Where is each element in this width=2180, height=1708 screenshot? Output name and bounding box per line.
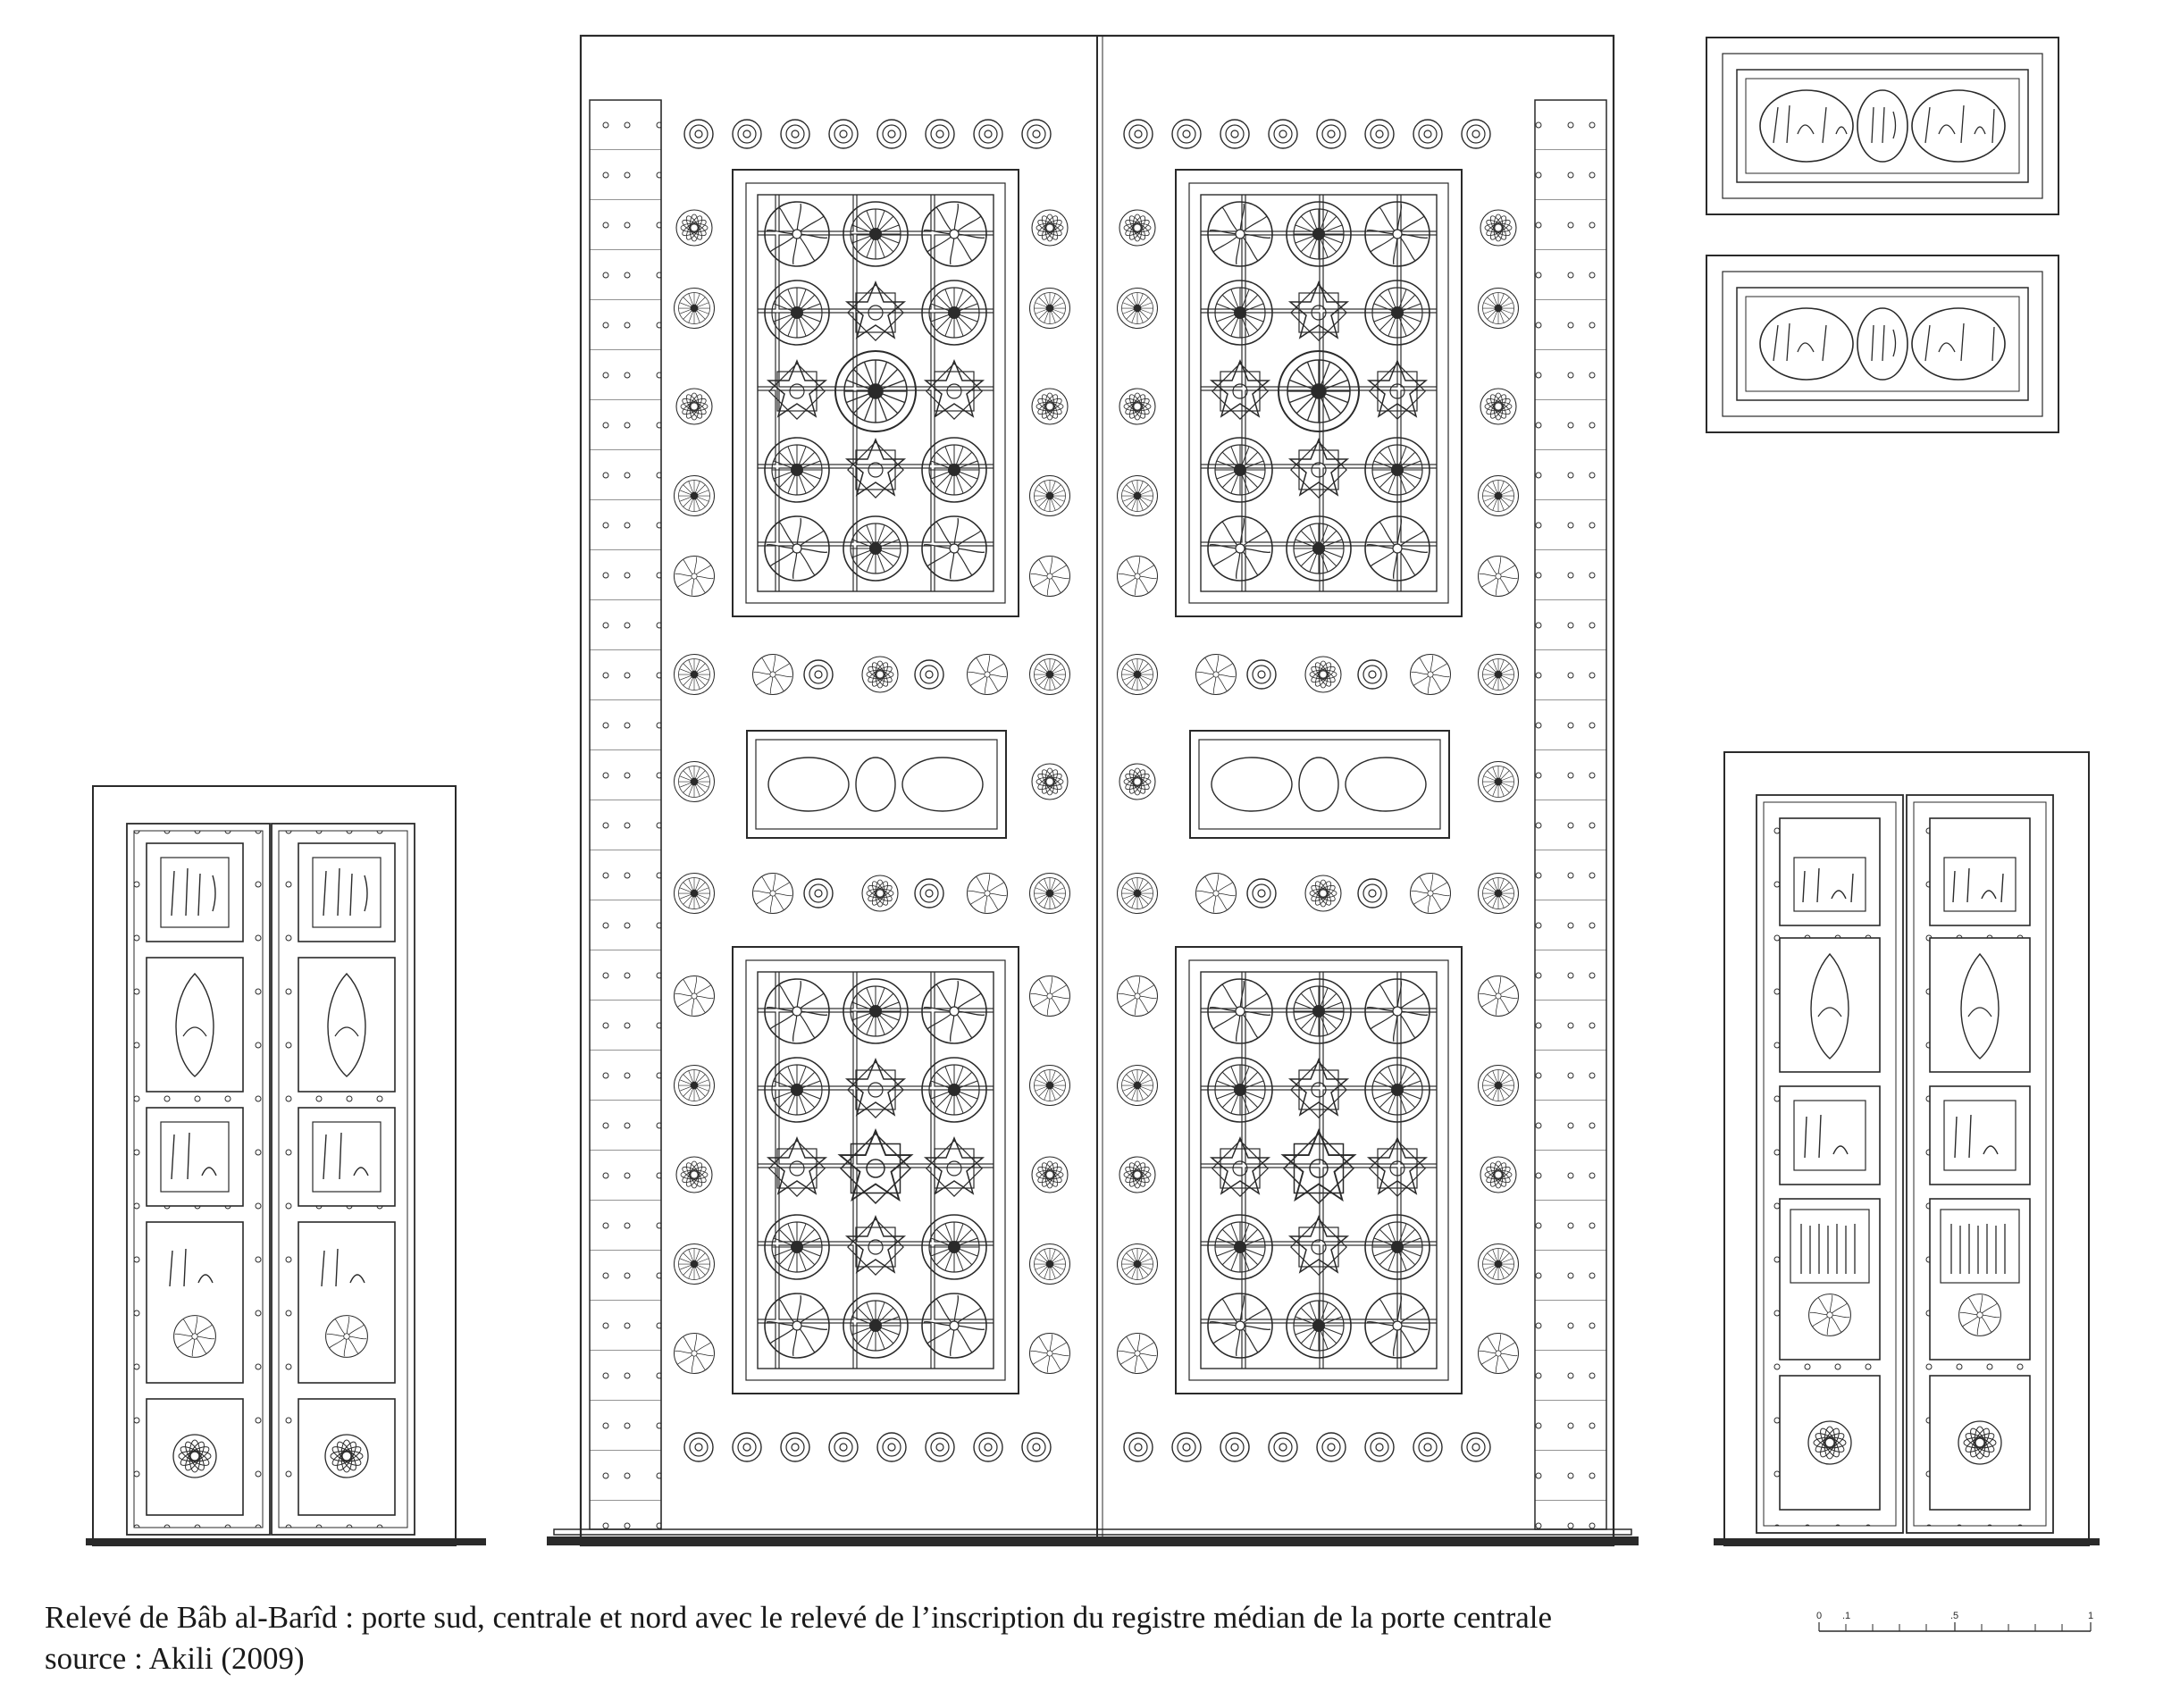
inscription-detail-bottom — [1706, 255, 2058, 432]
scale-label-1: 1 — [2088, 1611, 2094, 1621]
scale-label-05: .5 — [1950, 1611, 1959, 1621]
central-right-upper-panel — [1176, 170, 1462, 616]
scale-label-0: 0 — [1816, 1611, 1823, 1621]
figure-caption — [45, 1597, 1552, 1679]
central-left-upper-panel — [733, 170, 1019, 616]
caption-title: Relevé de Bâb al-Barîd : porte sud, centrale et nord avec le relevé de l’inscription du registre médian de la porte centrale — [45, 1600, 1553, 1635]
caption-source: source : Akili (2009) — [45, 1641, 305, 1676]
south-door — [86, 786, 486, 1545]
central-right-lower-panel — [1176, 947, 1462, 1394]
scale-label-01: .1 — [1842, 1611, 1851, 1621]
north-door — [1714, 752, 2100, 1545]
central-left-lower-panel — [733, 947, 1019, 1394]
ring-row-top — [684, 120, 1490, 148]
scale-bar — [1816, 1611, 2093, 1631]
central-door — [547, 36, 1639, 1545]
ring-row-bottom — [684, 1433, 1490, 1461]
inscription-detail-top — [1706, 38, 2058, 214]
